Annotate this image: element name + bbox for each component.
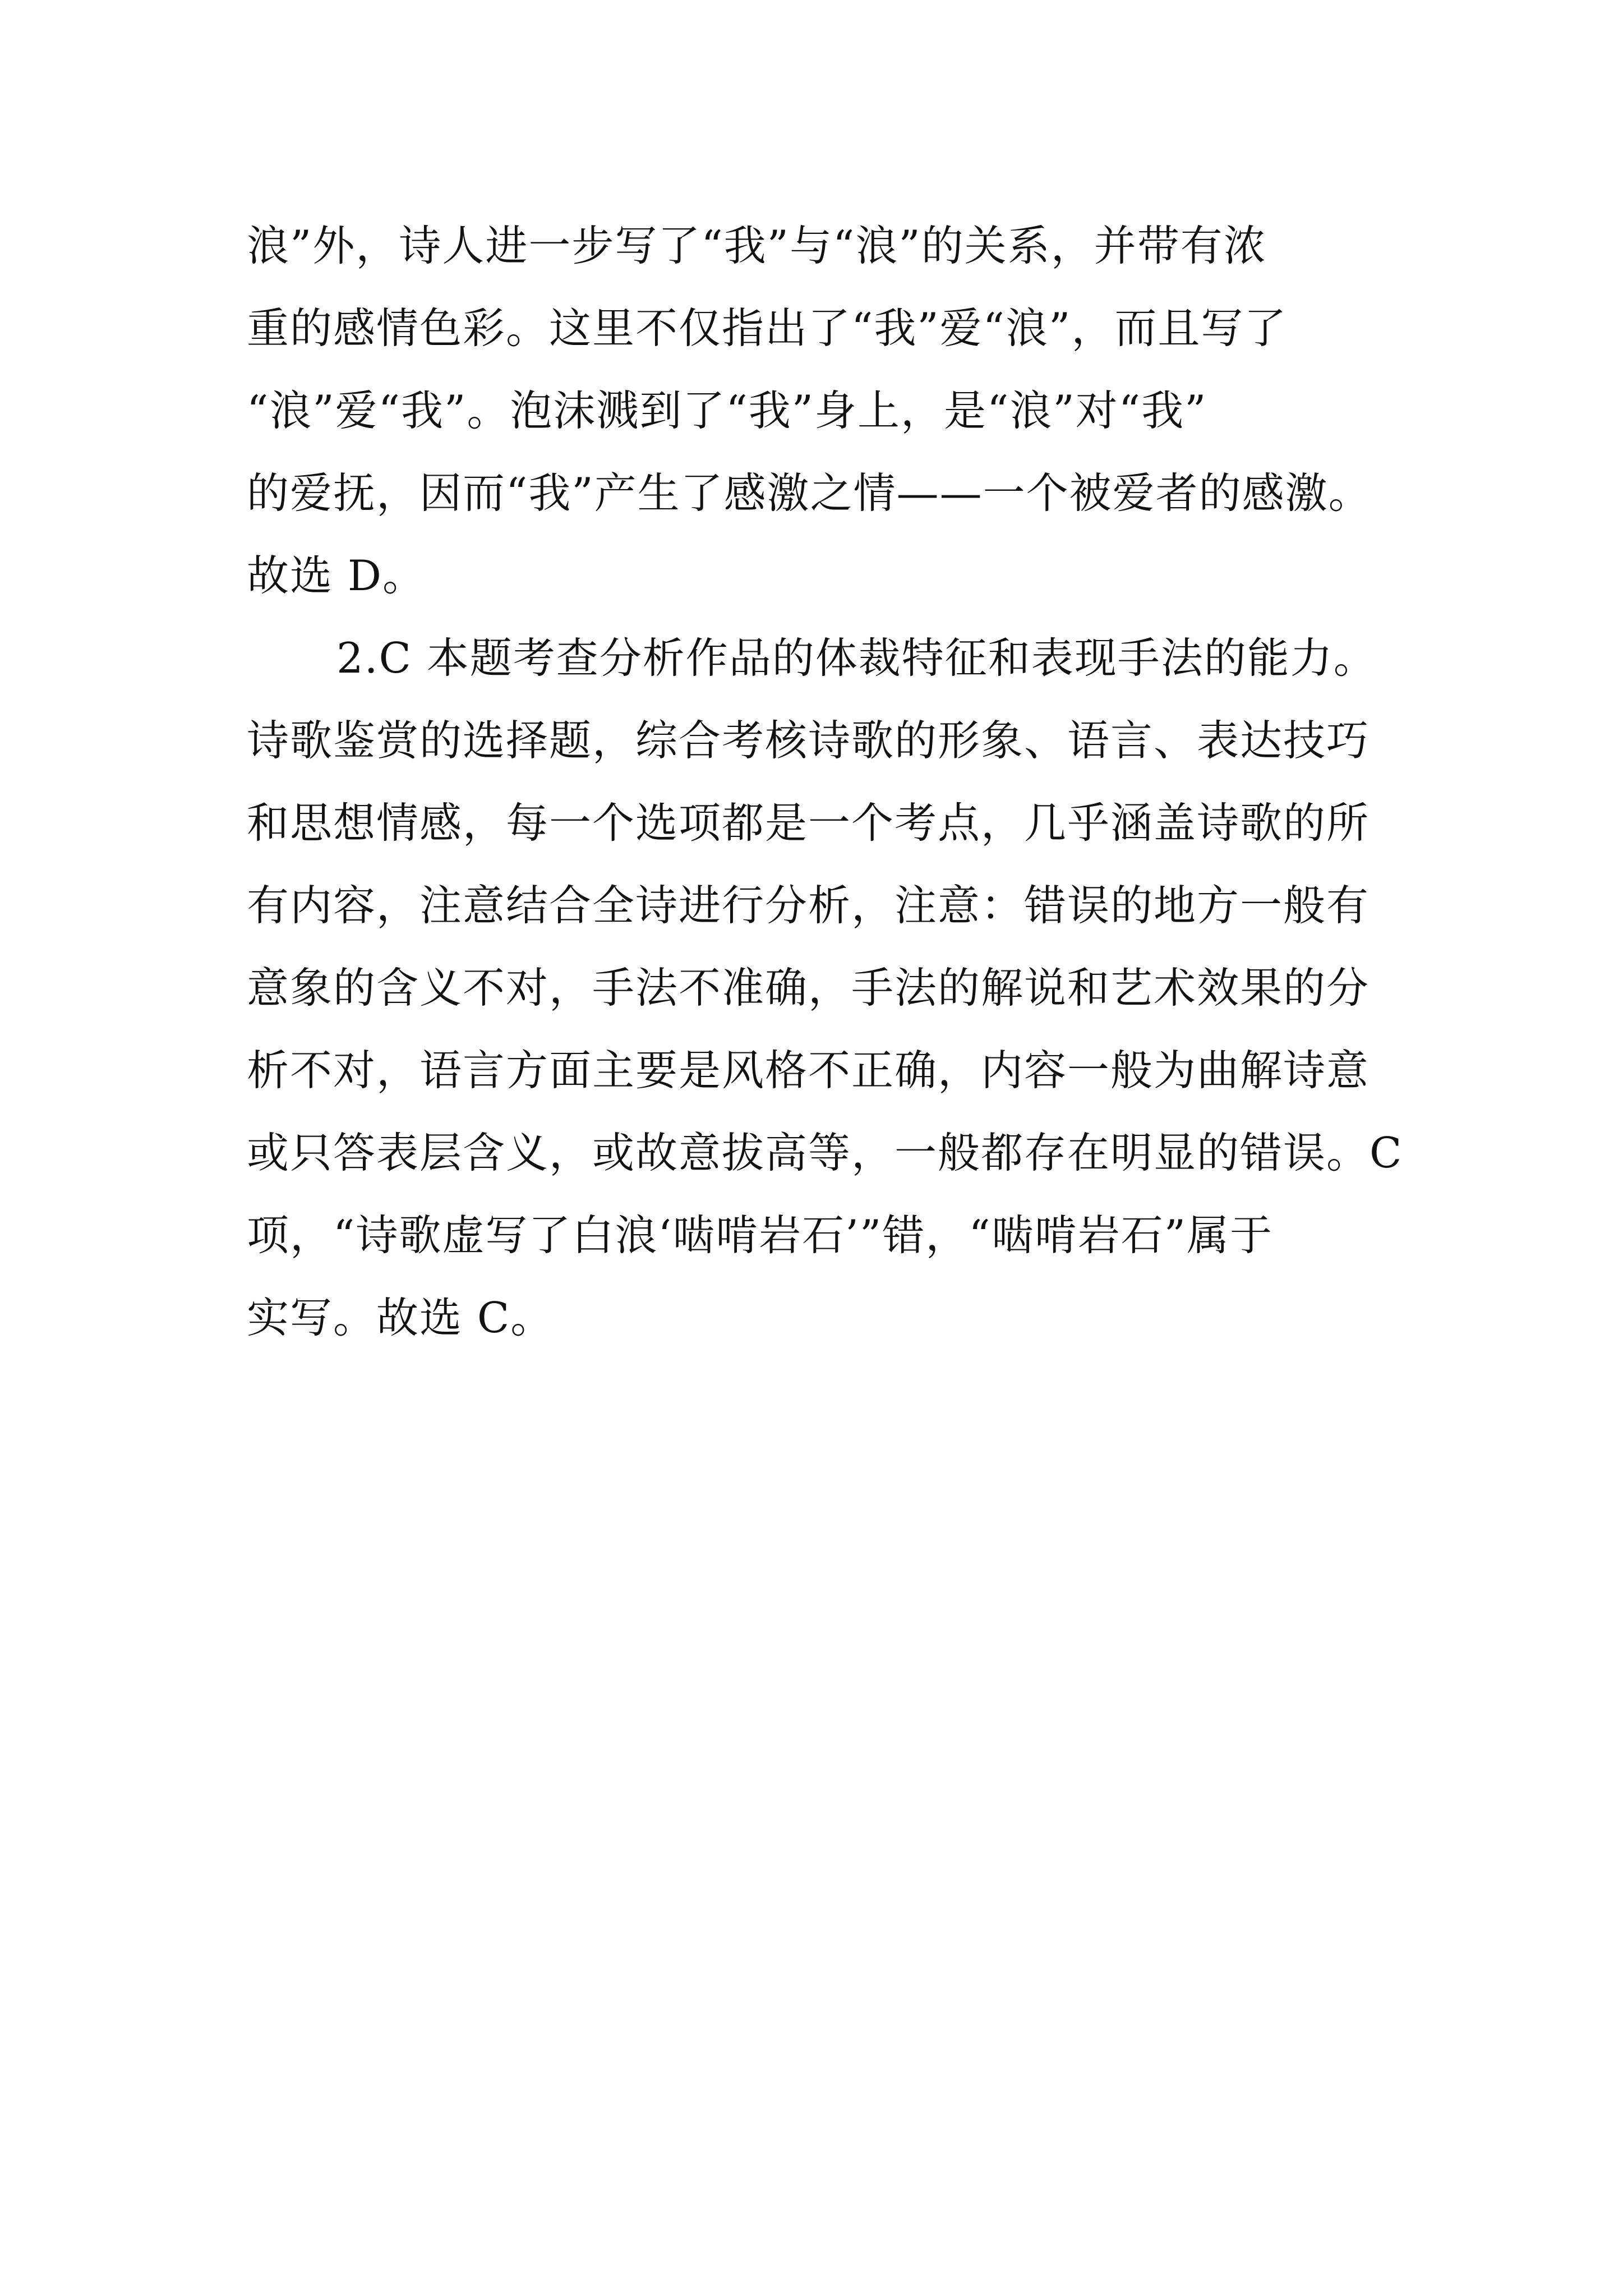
answer-text-block [247, 205, 1403, 1359]
text-line: 实写。故选 C。 [247, 1293, 554, 1342]
text-line: 有内容，注意结合全诗进行分析，注意：错误的地方一般有 [247, 881, 1370, 930]
text-line: 项，“诗歌虚写了白浪‘啮啃岩石’”错，“啮啃岩石”属于 [247, 1211, 1274, 1260]
text-line: 重的感情色彩。这里不仅指出了“我”爱“浪”，而且写了 [247, 303, 1288, 353]
text-line: 诗歌鉴赏的选择题，综合考核诗歌的形象、语言、表达技巧 [247, 716, 1370, 765]
text-line: 的爱抚，因而“我”产生了感激之情——一个被爱者的感激。 [247, 468, 1372, 518]
text-line: 或只答表层含义，或故意拔高等，一般都存在明显的错误。C [247, 1128, 1403, 1177]
paragraph-2 [247, 617, 1403, 1359]
text-line: 析不对，语言方面主要是风格不正确，内容一般为曲解诗意 [247, 1046, 1370, 1095]
text-line: “浪”爱“我”。泡沫溅到了“我”身上，是“浪”对“我” [247, 386, 1207, 435]
text-line: 浪”外，诗人进一步写了“我”与“浪”的关系，并带有浓 [247, 221, 1267, 270]
text-line: 2.C 本题考查分析作品的体裁特征和表现手法的能力。 [336, 633, 1377, 683]
text-line: 意象的含义不对，手法不准确，手法的解说和艺术效果的分 [247, 963, 1370, 1013]
paragraph-1 [247, 205, 1380, 617]
text-line: 故选 D。 [247, 551, 426, 600]
text-line: 和思想情感，每一个选项都是一个考点，几乎涵盖诗歌的所 [247, 798, 1370, 848]
